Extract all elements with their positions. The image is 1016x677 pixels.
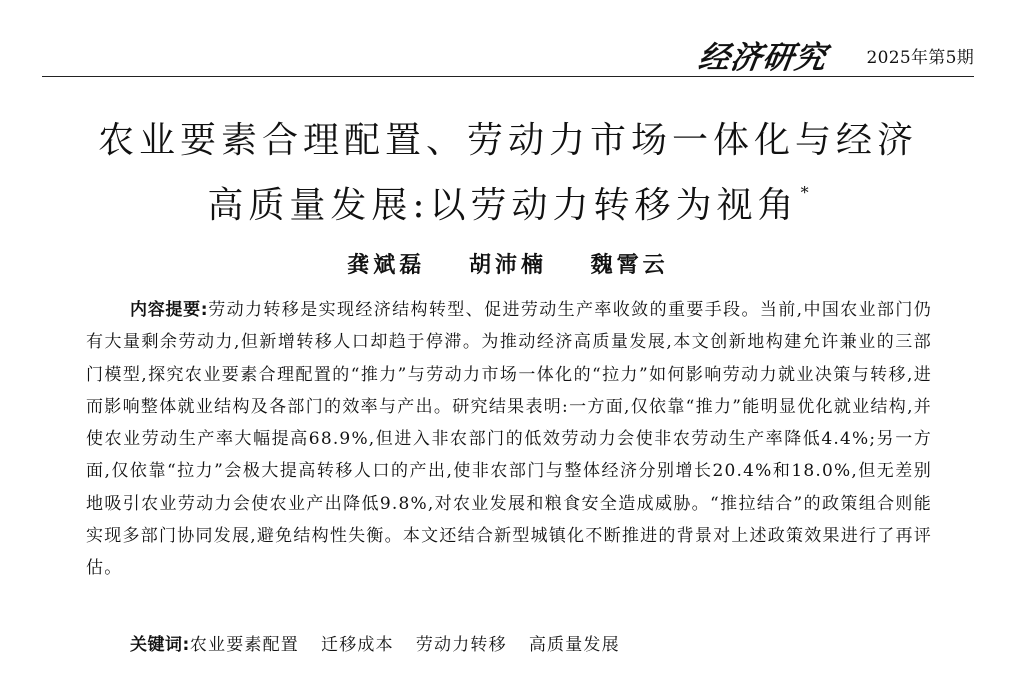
paper-title	[60, 112, 956, 235]
abstract-text: 劳动力转移是实现经济结构转型、促进劳动生产率收敛的重要手段。当前,中国农业部门仍有大量剩余劳动力,但新增转移人口却趋于停滞。为推动经济高质量发展,本文创新地构建允许兼业的三部门模型,探究农业要素合理配置的“推力”与劳动力市场一体化的“拉力”如何影响劳动力就业决策与转移,进而影响整体就业结构及各部门的效率与产出。研究结果表明:一方面,仅依靠“推力”能明显优化就业结构,并使农业劳动生产率大幅提高68.9%,但进入非农部门的低效劳动力会使非农劳动生产率降低4.4%;另一方面,仅依靠“拉力”会极大提高转移人口的产出,使非农部门与整体经济分别增长20.4%和18.0%,但无差别地吸引农业劳动力会使农业产出降低9.8%,对农业发展和粮食安全造成威胁。“推拉结合”的政策组合则能实现多部门协同发展,避免结构性失衡。本文还结合新型城镇化不断推进的背景对上述政策效果进行了再评估。	[86, 300, 932, 579]
author-name: 胡沛楠	[468, 252, 547, 278]
keywords-label: 关键词:	[130, 635, 190, 655]
keyword: 农业要素配置	[189, 635, 300, 655]
title-line-2-text: 高质量发展:以劳动力转移为视角	[207, 185, 799, 226]
keyword: 高质量发展	[528, 635, 620, 655]
author-name: 龚斌磊	[347, 252, 426, 278]
journal-name: 经济研究	[696, 40, 830, 76]
keyword: 劳动力转移	[415, 635, 507, 655]
author-name: 魏霄云	[590, 252, 669, 278]
title-line-1: 农业要素合理配置、劳动力市场一体化与经济	[97, 120, 918, 161]
abstract	[86, 294, 932, 585]
title-footnote-mark: *	[800, 183, 809, 202]
abstract-label: 内容提要:	[130, 300, 209, 320]
keyword: 迁移成本	[321, 635, 394, 655]
author-list	[0, 248, 1016, 279]
title-line-2	[60, 170, 956, 235]
keywords	[130, 630, 642, 655]
page-header	[42, 30, 974, 77]
issue-info: 2025年第5期	[866, 48, 974, 68]
